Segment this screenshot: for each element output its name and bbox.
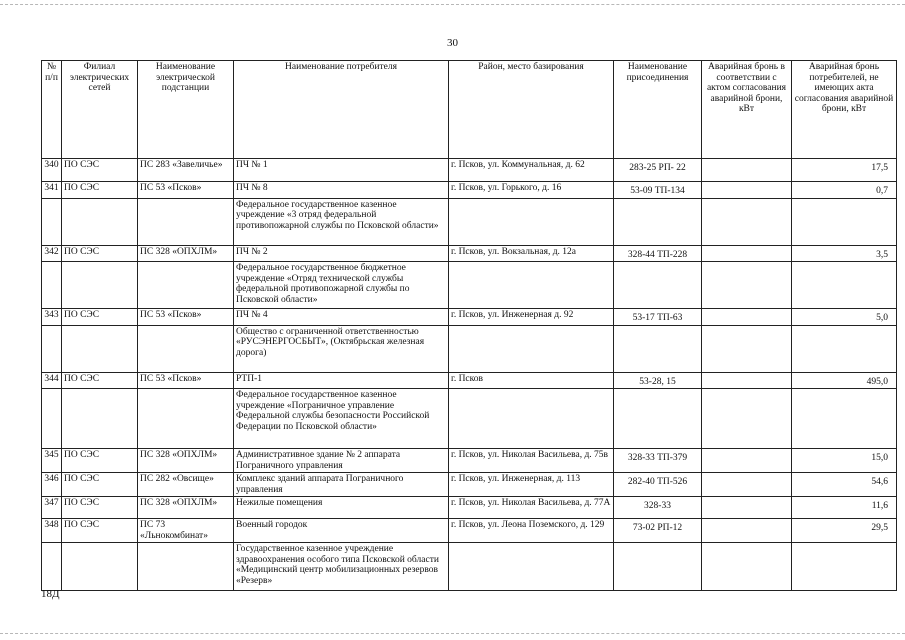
cell-no: 341: [42, 182, 62, 199]
cell-reserve-noact: [792, 389, 897, 449]
table-row: [42, 159, 897, 182]
cell-connection: 328-33 ТП-379: [614, 449, 702, 473]
cell-branch: [62, 325, 138, 372]
cell-no: 348: [42, 519, 62, 543]
cell-substation: [138, 198, 234, 245]
cell-consumer: Комплекс зданий аппарата Пограничного управления: [234, 473, 449, 497]
table-row: [42, 245, 897, 262]
cell-reserve-noact: 3,5: [792, 245, 897, 262]
cell-reserve-act: [702, 159, 792, 182]
cell-location: г. Псков, ул. Вокзальная, д. 12а: [449, 245, 614, 262]
cell-reserve-act: [702, 245, 792, 262]
cell-location: [449, 543, 614, 591]
cell-connection: 283-25 РП- 22: [614, 159, 702, 182]
cell-connection: [614, 325, 702, 372]
cell-branch: ПО СЭС: [62, 497, 138, 519]
header-branch: Филиал электрических сетей: [62, 61, 138, 159]
cell-substation: ПС 328 «ОПХЛМ»: [138, 245, 234, 262]
header-reserve-act: Аварийная бронь в соответствии с актом согласования аварийной брони, кВт: [702, 61, 792, 159]
cell-reserve-noact: 5,0: [792, 309, 897, 326]
header-consumer: Наименование потребителя: [234, 61, 449, 159]
table-row: [42, 519, 897, 543]
cell-substation: [138, 325, 234, 372]
cell-connection: 53-09 ТП-134: [614, 182, 702, 199]
cell-branch: ПО СЭС: [62, 473, 138, 497]
cell-reserve-noact: 17,5: [792, 159, 897, 182]
cell-location: г. Псков: [449, 372, 614, 389]
table-row: [42, 198, 897, 245]
cell-consumer: Федеральное государственное казенное учреждение «3 отряд федеральной противопожарной службы по Псковской области»: [234, 198, 449, 245]
cell-substation: ПС 53 «Псков»: [138, 372, 234, 389]
header-no: № п/п: [42, 61, 62, 159]
cell-substation: ПС 283 «Завеличье»: [138, 159, 234, 182]
cell-consumer: Общество с ограниченной ответственностью «РУСЭНЕРГОСБЫТ», (Октябрьская железная дорога): [234, 325, 449, 372]
cell-no: 342: [42, 245, 62, 262]
cell-branch: ПО СЭС: [62, 372, 138, 389]
cell-connection: 53-17 ТП-63: [614, 309, 702, 326]
table-row: [42, 325, 897, 372]
cell-reserve-noact: 11,6: [792, 497, 897, 519]
cell-location: [449, 325, 614, 372]
cell-reserve-act: [702, 262, 792, 309]
cell-no: [42, 262, 62, 309]
table-row: [42, 372, 897, 389]
cell-connection: 73-02 РП-12: [614, 519, 702, 543]
cell-consumer: Государственное казенное учреждение здравоохранения особого типа Псковской области «Медицинский центр мобилизационных резервов «Резерв»: [234, 543, 449, 591]
cell-reserve-noact: [792, 543, 897, 591]
cell-reserve-act: [702, 372, 792, 389]
cell-substation: ПС 53 «Псков»: [138, 182, 234, 199]
header-substation: Наименование электрической подстанции: [138, 61, 234, 159]
cell-no: 347: [42, 497, 62, 519]
cell-substation: [138, 262, 234, 309]
cell-connection: 53-28, 15: [614, 372, 702, 389]
cell-branch: [62, 262, 138, 309]
cell-reserve-noact: 495,0: [792, 372, 897, 389]
cell-reserve-noact: 54,6: [792, 473, 897, 497]
cell-location: г. Псков, ул. Николая Васильева, д. 75в: [449, 449, 614, 473]
cell-connection: [614, 543, 702, 591]
cell-branch: ПО СЭС: [62, 519, 138, 543]
cell-substation: [138, 389, 234, 449]
cell-no: 343: [42, 309, 62, 326]
scan-top-edge: [0, 4, 905, 5]
cell-reserve-act: [702, 519, 792, 543]
cell-location: г. Псков, ул. Леона Поземского, д. 129: [449, 519, 614, 543]
cell-substation: ПС 53 «Псков»: [138, 309, 234, 326]
cell-location: [449, 389, 614, 449]
scan-bottom-edge: [0, 633, 905, 634]
header-reserve-noact: Аварийная бронь потребителей, не имеющих акта согласования аварийной брони, кВт: [792, 61, 897, 159]
table-row: [42, 543, 897, 591]
cell-branch: ПО СЭС: [62, 245, 138, 262]
table-row: [42, 389, 897, 449]
cell-no: [42, 198, 62, 245]
cell-substation: [138, 543, 234, 591]
cell-substation: ПС 282 «Овсище»: [138, 473, 234, 497]
cell-no: [42, 325, 62, 372]
cell-no: [42, 389, 62, 449]
cell-no: 340: [42, 159, 62, 182]
table-row: [42, 182, 897, 199]
header-connection: Наименование присоединения: [614, 61, 702, 159]
cell-no: 344: [42, 372, 62, 389]
header-location: Район, место базирования: [449, 61, 614, 159]
cell-location: г. Псков, ул. Инженерная д. 92: [449, 309, 614, 326]
cell-connection: [614, 389, 702, 449]
table-row: [42, 473, 897, 497]
cell-connection: 328-44 ТП-228: [614, 245, 702, 262]
cell-reserve-act: [702, 309, 792, 326]
cell-no: [42, 543, 62, 591]
cell-reserve-act: [702, 449, 792, 473]
page-number: 30: [447, 37, 458, 49]
cell-consumer: ПЧ № 2: [234, 245, 449, 262]
cell-location: г. Псков, ул. Коммунальная, д. 62: [449, 159, 614, 182]
table-body: [42, 159, 897, 591]
cell-connection: 282-40 ТП-526: [614, 473, 702, 497]
cell-reserve-act: [702, 182, 792, 199]
cell-reserve-noact: 15,0: [792, 449, 897, 473]
cell-reserve-noact: 0,7: [792, 182, 897, 199]
cell-no: 346: [42, 473, 62, 497]
cell-branch: [62, 389, 138, 449]
cell-connection: 328-33: [614, 497, 702, 519]
table-row: [42, 262, 897, 309]
cell-consumer: Административное здание № 2 аппарата Пограничного управления: [234, 449, 449, 473]
emergency-reserve-table: [41, 60, 897, 591]
cell-reserve-act: [702, 389, 792, 449]
footer-code: 18Д: [41, 588, 60, 600]
cell-no: 345: [42, 449, 62, 473]
cell-substation: ПС 328 «ОПХЛМ»: [138, 449, 234, 473]
cell-branch: ПО СЭС: [62, 159, 138, 182]
cell-consumer: РТП-1: [234, 372, 449, 389]
cell-connection: [614, 262, 702, 309]
cell-location: г. Псков, ул. Горького, д. 16: [449, 182, 614, 199]
cell-reserve-act: [702, 497, 792, 519]
cell-consumer: Федеральное государственное казенное учреждение «Пограничное управление Федеральной службы безопасности Российской Федерации по Псковской области»: [234, 389, 449, 449]
table-row: [42, 449, 897, 473]
cell-consumer: Федеральное государственное бюджетное учреждение «Отряд технической службы федеральной противопожарной службы по Псковской области»: [234, 262, 449, 309]
cell-reserve-act: [702, 473, 792, 497]
cell-reserve-noact: [792, 262, 897, 309]
cell-consumer: ПЧ № 8: [234, 182, 449, 199]
cell-consumer: ПЧ № 4: [234, 309, 449, 326]
cell-consumer: ПЧ № 1: [234, 159, 449, 182]
cell-reserve-noact: 29,5: [792, 519, 897, 543]
cell-connection: [614, 198, 702, 245]
cell-reserve-noact: [792, 198, 897, 245]
cell-reserve-noact: [792, 325, 897, 372]
cell-reserve-act: [702, 543, 792, 591]
cell-reserve-act: [702, 198, 792, 245]
cell-branch: [62, 543, 138, 591]
cell-branch: ПО СЭС: [62, 449, 138, 473]
cell-consumer: Нежилые помещения: [234, 497, 449, 519]
cell-branch: ПО СЭС: [62, 309, 138, 326]
cell-location: [449, 262, 614, 309]
cell-branch: ПО СЭС: [62, 182, 138, 199]
table-header-row: [42, 61, 897, 159]
table-row: [42, 497, 897, 519]
cell-location: г. Псков, ул. Инженерная, д. 113: [449, 473, 614, 497]
table-row: [42, 309, 897, 326]
cell-branch: [62, 198, 138, 245]
cell-substation: ПС 328 «ОПХЛМ»: [138, 497, 234, 519]
cell-location: [449, 198, 614, 245]
cell-consumer: Военный городок: [234, 519, 449, 543]
cell-substation: ПС 73 «Льнокомбинат»: [138, 519, 234, 543]
cell-reserve-act: [702, 325, 792, 372]
cell-location: г. Псков, ул. Николая Васильева, д. 77А: [449, 497, 614, 519]
